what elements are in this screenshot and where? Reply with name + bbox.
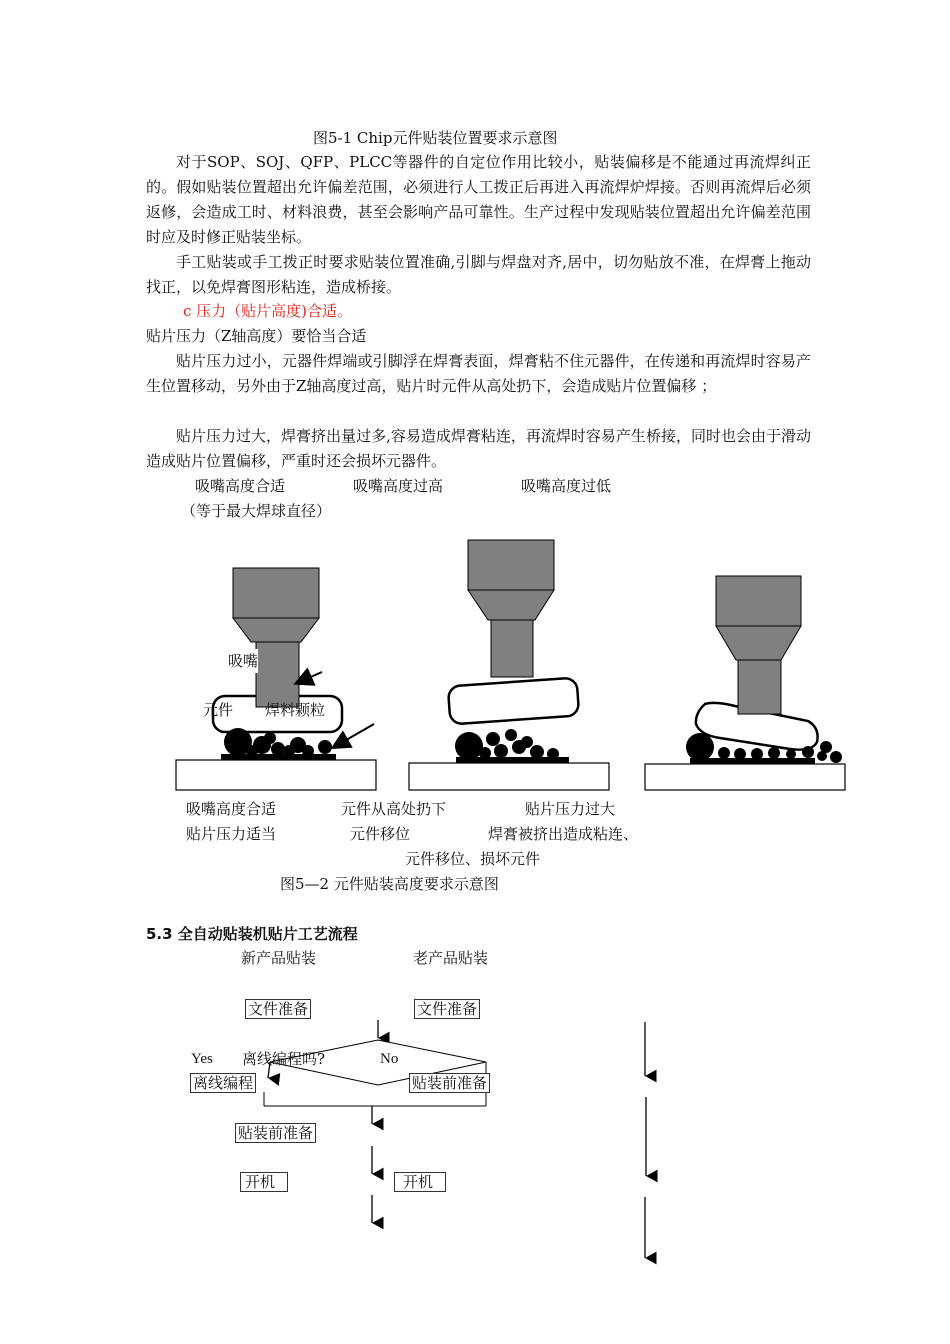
label-nozzle: 吸嘴 (228, 649, 258, 673)
figure-5-1-caption: 图5-1 Chip元件贴装位置要求示意图 (313, 129, 558, 147)
flow-yes-label: Yes (191, 1051, 213, 1067)
section-5-3-title: 5.3 全自动贴装机贴片工艺流程 (146, 925, 358, 943)
flow-decision-offline: 离线编程吗? (242, 1050, 326, 1068)
bottom-label-proper: 吸嘴高度合适 (186, 800, 277, 818)
flow-offline-programming: 离线编程 (190, 1073, 256, 1093)
bottom-label-pressure-ok: 贴片压力适当 (186, 825, 277, 843)
flow-no-label: No (380, 1051, 399, 1067)
label-max-ball-diameter: （等于最大焊球直径） (181, 502, 332, 520)
flow-power-on-left: 开机 (240, 1172, 288, 1192)
flow-file-prep-old: 文件准备 (414, 999, 480, 1019)
flow-pre-mount-right: 贴装前准备 (409, 1073, 490, 1093)
bottom-label-paste-squeezed: 焊膏被挤出造成粘连、 (488, 825, 639, 843)
section-c-heading: c 压力（贴片高度)合适。 (183, 302, 353, 320)
label-component: 元件 (203, 701, 234, 719)
bottom-label-shift: 元件移位 (350, 825, 411, 843)
figure-5-2-caption: 图5—2 元件贴装高度要求示意图 (280, 875, 499, 893)
flow-power-on-right: 开机 (394, 1172, 446, 1192)
col-old-product: 老产品贴装 (413, 949, 489, 967)
paragraph-manual-placement: 手工贴装或手工拨正时要求贴装位置准确,引脚与焊盘对齐,居中，切勿贴放不准，在焊膏上拖动找正，以免焊膏图形粘连，造成桥接。 (146, 253, 811, 296)
label-height-proper: 吸嘴高度合适 (195, 477, 286, 495)
bottom-label-damage: 元件移位、损坏元件 (405, 850, 541, 868)
label-height-too-low: 吸嘴高度过低 (521, 477, 612, 495)
label-height-too-high: 吸嘴高度过高 (353, 477, 444, 495)
bottom-label-too-much-pressure: 贴片压力过大 (525, 800, 616, 818)
label-solder-particles: 焊料颗粒 (265, 701, 326, 719)
paragraph-high-pressure: 贴片压力过大，焊膏挤出量过多,容易造成焊膏粘连，再流焊时容易产生桥接，同时也会由于滑动造成贴片位置偏移，严重时还会损坏元器件。 (146, 427, 811, 470)
paragraph-low-pressure: 贴片压力过小，元器件焊端或引脚浮在焊膏表面，焊膏粘不住元器件，在传递和再流焊时容易产生位置移动，另外由于Z轴高度过高，贴片时元件从高处扔下，会造成贴片位置偏移 ； (146, 352, 811, 395)
flow-file-prep-new: 文件准备 (245, 999, 311, 1019)
col-new-product: 新产品贴装 (241, 949, 317, 967)
paragraph-self-alignment: 对于SOP、SOJ、QFP、PLCC等器件的自定位作用比较小，贴装偏移是不能通过再流焊纠正的。假如贴装位置超出允许偏差范围，必须进行人工拨正后再进入再流焊炉焊接。否则再流焊后必须返修，会造成工时、材料浪费，甚至会影响产品可靠性。生产过程中发现贴装位置超出允许偏差范围时应及时修正贴装坐标。 (146, 153, 811, 246)
pressure-subtitle: 贴片压力（Z轴高度）要恰当合适 (146, 327, 367, 345)
bottom-label-dropped: 元件从高处扔下 (341, 800, 447, 818)
flow-pre-mount: 贴装前准备 (235, 1123, 316, 1143)
